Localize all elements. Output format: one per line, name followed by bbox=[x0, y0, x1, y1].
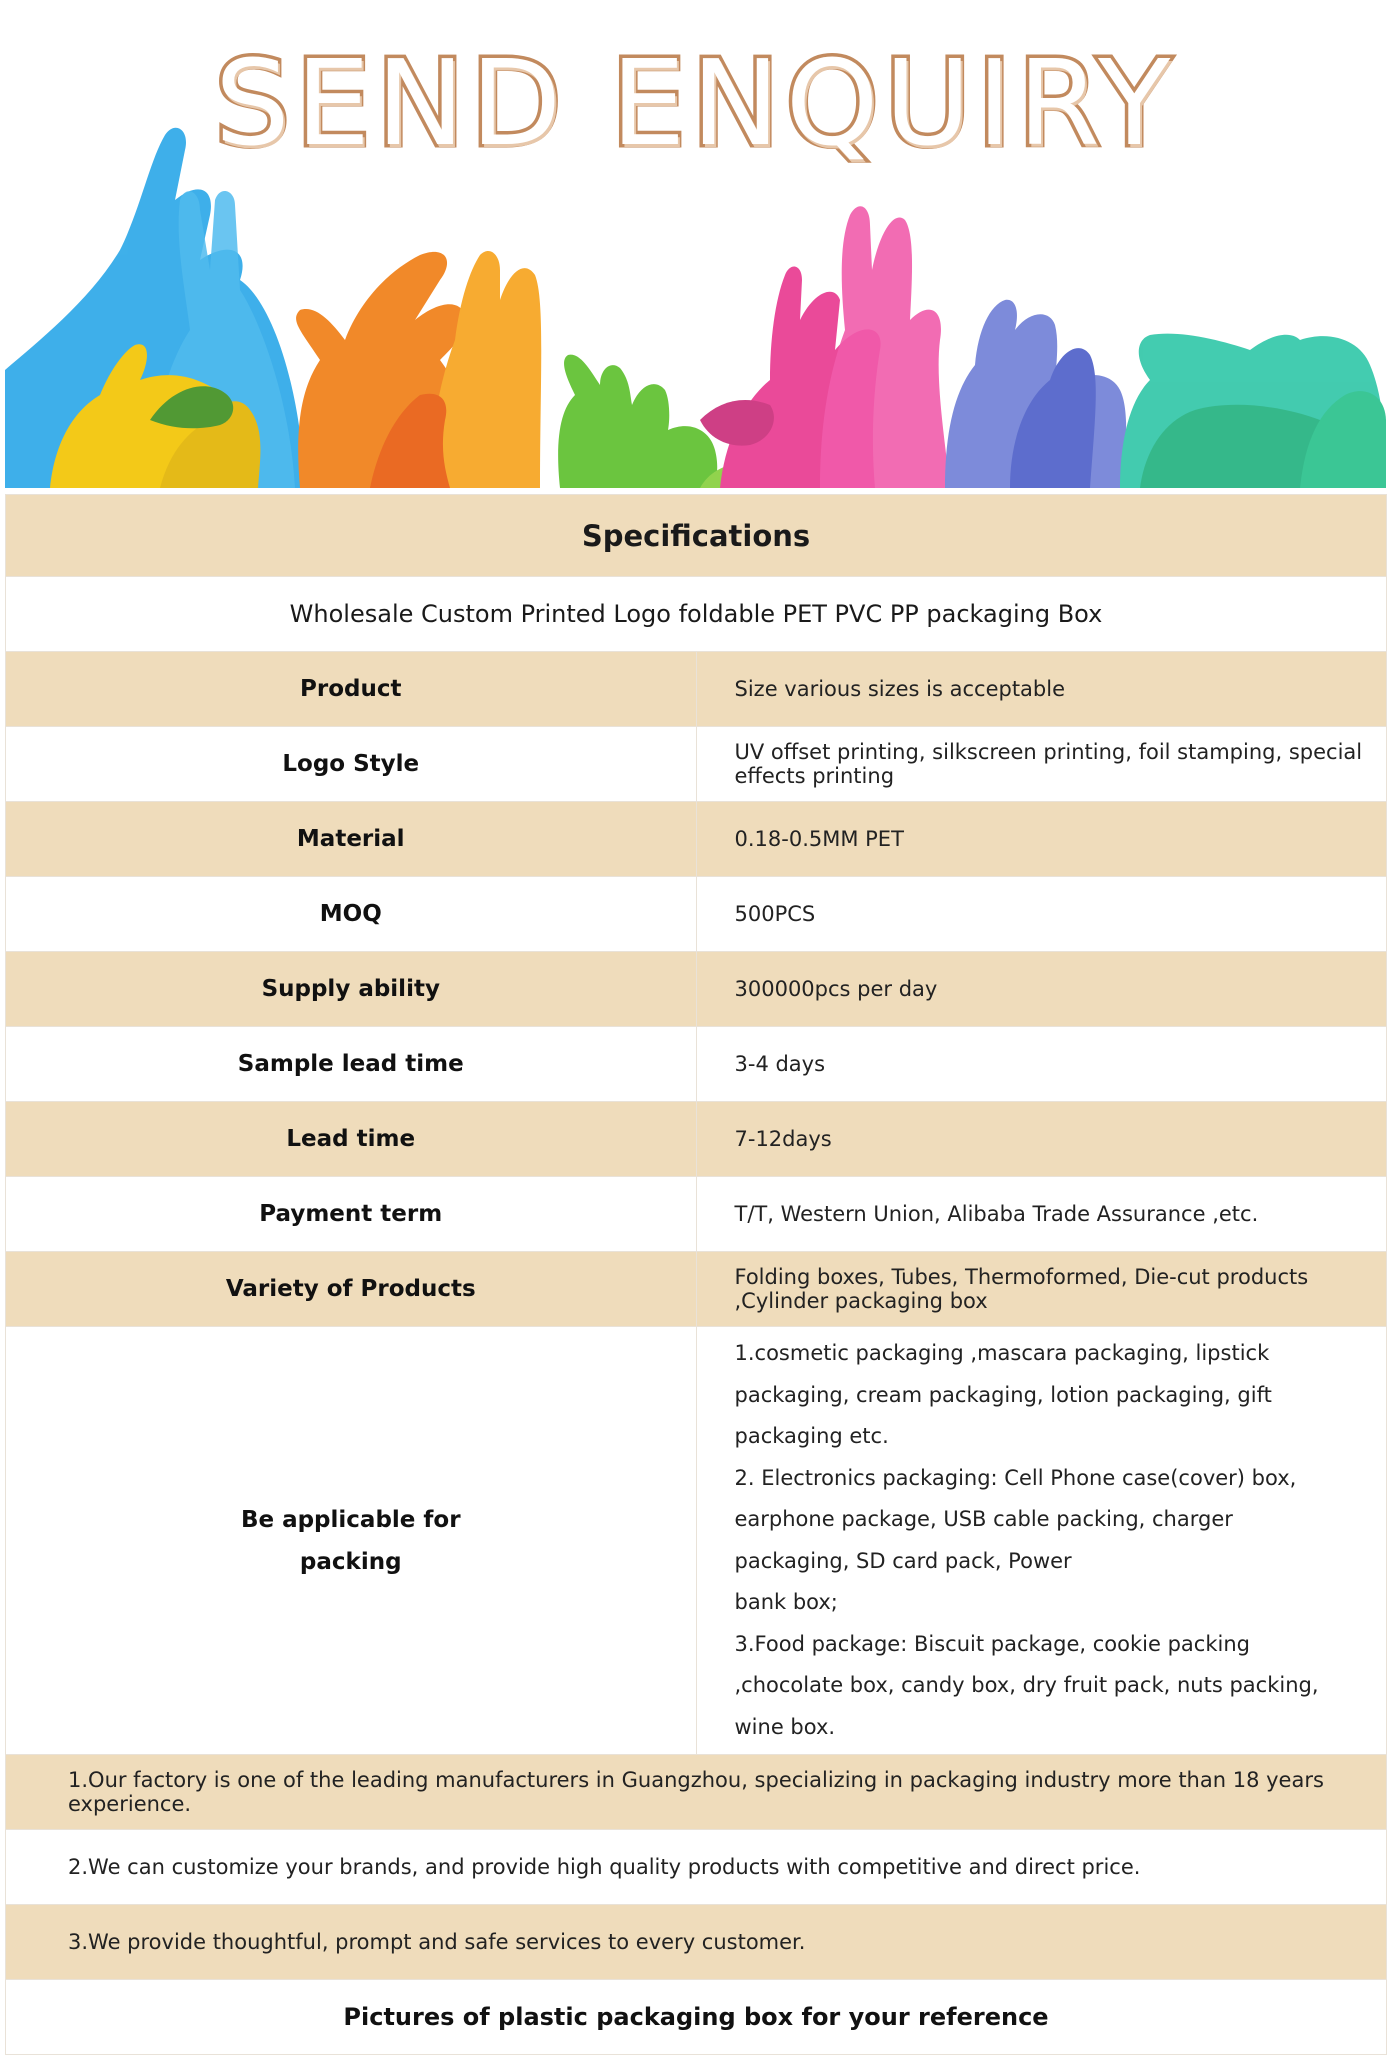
specifications-table bbox=[5, 494, 1387, 2055]
pictures-reference-heading: Pictures of plastic packaging box for your reference bbox=[6, 1980, 1387, 2055]
spec-label: MOQ bbox=[6, 877, 697, 952]
company-note: 2.We can customize your brands, and provide high quality products with competitive and direct price. bbox=[6, 1830, 1387, 1905]
spec-value-line: packaging etc. bbox=[734, 1424, 889, 1448]
spec-value: 7-12days bbox=[696, 1102, 1387, 1177]
banner-title: SEND ENQUIRY bbox=[214, 34, 1177, 172]
product-title-row bbox=[6, 577, 1387, 652]
spec-row-product bbox=[6, 652, 1387, 727]
spec-label: Sample lead time bbox=[6, 1027, 697, 1102]
spec-label: Lead time bbox=[6, 1102, 697, 1177]
spec-label: Payment term bbox=[6, 1177, 697, 1252]
spec-row-payment-term bbox=[6, 1177, 1387, 1252]
note-row bbox=[6, 1755, 1387, 1830]
spec-value: Folding boxes, Tubes, Thermoformed, Die-cut products ,Cylinder packaging box bbox=[696, 1252, 1387, 1327]
spec-row-logo-style bbox=[6, 727, 1387, 802]
note-row bbox=[6, 1830, 1387, 1905]
spec-value: T/T, Western Union, Alibaba Trade Assurance ,etc. bbox=[696, 1177, 1387, 1252]
spec-value-line: bank box; bbox=[734, 1590, 838, 1614]
spec-value-line: wine box. bbox=[734, 1714, 836, 1739]
spec-row-moq bbox=[6, 877, 1387, 952]
spec-label-line: Be applicable for bbox=[240, 1506, 461, 1533]
spec-row-variety-of-products bbox=[6, 1252, 1387, 1327]
green-hand-shape bbox=[558, 355, 717, 488]
spec-label: Logo Style bbox=[6, 727, 697, 802]
company-note: 3.We provide thoughtful, prompt and safe services to every customer. bbox=[6, 1905, 1387, 1980]
spec-label bbox=[6, 1327, 697, 1755]
company-note: 1.Our factory is one of the leading manufacturers in Guangzhou, specializing in packaging industry more than 18 years experience. bbox=[6, 1755, 1387, 1830]
footer-row bbox=[6, 1980, 1387, 2055]
send-enquiry-banner bbox=[0, 0, 1391, 488]
spec-row-material bbox=[6, 802, 1387, 877]
spec-label: Variety of Products bbox=[6, 1252, 697, 1327]
spec-value: 300000pcs per day bbox=[696, 952, 1387, 1027]
spec-value bbox=[696, 1327, 1387, 1755]
product-title: Wholesale Custom Printed Logo foldable PET PVC PP packaging Box bbox=[6, 577, 1387, 652]
spec-value: UV offset printing, silkscreen printing, foil stamping, special effects printing bbox=[696, 727, 1387, 802]
spec-value-line: 2. Electronics packaging: Cell Phone case(cover) box, earphone package, USB cable packing, charger bbox=[734, 1465, 1297, 1531]
spec-row-applicable-for-packing bbox=[6, 1327, 1387, 1755]
spec-label-line: packing bbox=[299, 1548, 402, 1575]
spec-value: Size various sizes is acceptable bbox=[696, 652, 1387, 727]
pink-hand-shape bbox=[700, 400, 774, 446]
spec-value-line: 1.cosmetic packaging ,mascara packaging, lipstick packaging, cream packaging, lotion packaging, gift bbox=[734, 1341, 1272, 1407]
spec-value-line: packaging, SD card pack, Power bbox=[734, 1548, 1072, 1573]
pink-hand-shape bbox=[820, 206, 950, 488]
spec-label: Supply ability bbox=[6, 952, 697, 1027]
spec-label: Product bbox=[6, 652, 697, 727]
spec-value: 0.18-0.5MM PET bbox=[696, 802, 1387, 877]
spec-row-sample-lead-time bbox=[6, 1027, 1387, 1102]
spec-value-line: 3.Food package: Biscuit package, cookie packing ,chocolate box, candy box, dry fruit pack, nuts packing, bbox=[734, 1631, 1319, 1697]
specifications-heading: Specifications bbox=[6, 495, 1387, 577]
specifications-heading-row bbox=[6, 495, 1387, 577]
spec-value: 500PCS bbox=[696, 877, 1387, 952]
orange-hand-shape bbox=[430, 251, 541, 488]
spec-value: 3-4 days bbox=[696, 1027, 1387, 1102]
spec-label: Material bbox=[6, 802, 697, 877]
note-row bbox=[6, 1905, 1387, 1980]
spec-row-lead-time bbox=[6, 1102, 1387, 1177]
spec-row-supply-ability bbox=[6, 952, 1387, 1027]
